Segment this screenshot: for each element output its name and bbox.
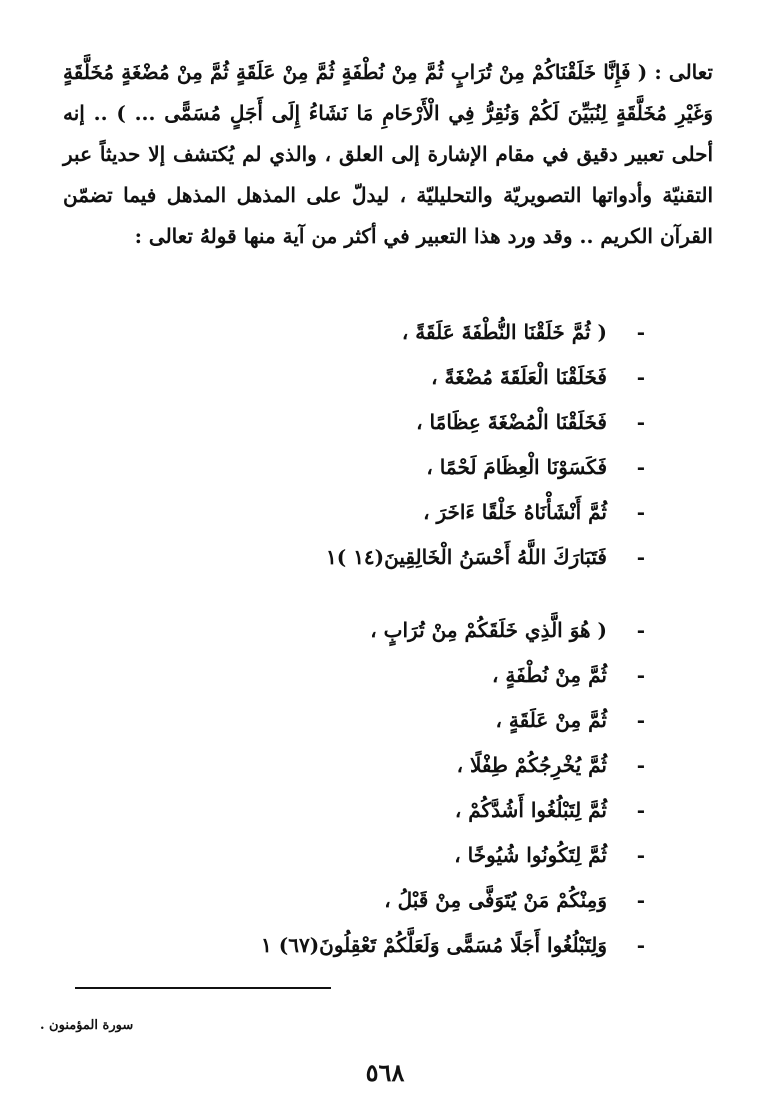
verse-text: ثُمَّ يُخْرِجُكُمْ طِفْلًا ، [456,753,607,777]
bullet-dash: - [636,933,645,957]
footnote-text: سورة المؤمنون . [40,1018,134,1033]
verse-line [85,445,645,490]
verse-text: ثُمَّ أَنْشَأْنَاهُ خَلْقًا ءَاخَرَ ، [423,500,607,524]
bullet-dash: - [636,455,645,479]
bullet-dash: - [636,365,645,389]
verse-text: فَخَلَقْنَا الْعَلَقَةَ مُضْغَةً ، [431,365,607,389]
verse-line [85,923,645,968]
bullet-dash: - [636,708,645,732]
verse-text: ثُمَّ مِنْ نُطْفَةٍ ، [492,663,607,687]
verse-text: ثُمَّ لِتَكُونُوا شُيُوخًا ، [454,843,607,867]
bullet-dash: - [636,753,645,777]
verse-list-1 [85,310,645,580]
bullet-dash: - [636,663,645,687]
verse-text: وَلِتَبْلُغُوا أَجَلًا مُسَمًّى وَلَعَلَّكُمْ تَعْقِلُونَ(٦٧) ١ [261,933,607,957]
page-number: ٥٦٨ [365,1058,405,1087]
verse-line [85,878,645,923]
verse-text: وَمِنْكُمْ مَنْ يُتَوَفَّى مِنْ قَبْلُ ، [384,888,607,912]
verse-line [85,310,645,355]
verse-text: ( ثُمَّ خَلَقْنَا النُّطْفَةَ عَلَقَةً ، [401,320,607,344]
verse-line [85,490,645,535]
verse-text: فَكَسَوْنَا الْعِظَامَ لَحْمًا ، [426,455,607,479]
footnote-divider [75,987,331,989]
verse-text: ثُمَّ لِتَبْلُغُوا أَشُدَّكُمْ ، [454,798,607,822]
verse-text: ( هُوَ الَّذِي خَلَقَكُمْ مِنْ تُرَابٍ ، [370,618,607,642]
bullet-dash: - [636,500,645,524]
verse-line [85,788,645,833]
verse-line [85,653,645,698]
verse-line [85,535,645,580]
verse-line [85,355,645,400]
verse-line [85,400,645,445]
verse-line [85,608,645,653]
bullet-dash: - [636,545,645,569]
verse-line [85,833,645,878]
verse-list-2 [85,608,645,968]
bullet-dash: - [636,320,645,344]
bullet-dash: - [636,888,645,912]
verse-line [85,698,645,743]
bullet-dash: - [636,843,645,867]
verse-text: فَتَبَارَكَ اللَّهُ أَحْسَنُ الْخَالِقِينَ(١٤ )١ [326,545,607,569]
bullet-dash: - [636,798,645,822]
verse-text: ثُمَّ مِنْ عَلَقَةٍ ، [495,708,607,732]
verse-text: فَخَلَقْنَا الْمُضْغَةَ عِظَامًا ، [416,410,607,434]
verse-line [85,743,645,788]
bullet-dash: - [636,618,645,642]
bullet-dash: - [636,410,645,434]
body-paragraph: تعالى : ( فَإِنَّا خَلَقْنَاكُمْ مِنْ تُرَابٍ ثُمَّ مِنْ نُطْفَةٍ ثُمَّ مِنْ عَلَقَةٍ ثُمَّ مِنْ مُضْغَةٍ مُخَلَّقَةٍ وَغَيْرِ مُخَلَّقَةٍ لِنُبَيِّنَ لَكُمْ وَنُقِرُّ فِي الْأَرْحَامِ مَا نَشَاءُ إِلَى أَجَلٍ مُسَمًّى ... ) .. إنه أحلى تعبير دقيق في مقام الإشارة إلى العلق ، والذي لم يُكتشف إلا حديثاً عبر التقنيّة وأدواتها التصويريّة والتحليليّة ، ليدلّ على المذهل المذهل فيما تضمّن القرآن الكريم .. وقد ورد هذا التعبير في أكثر من آية منها قولهُ تعالى : [63,60,713,248]
